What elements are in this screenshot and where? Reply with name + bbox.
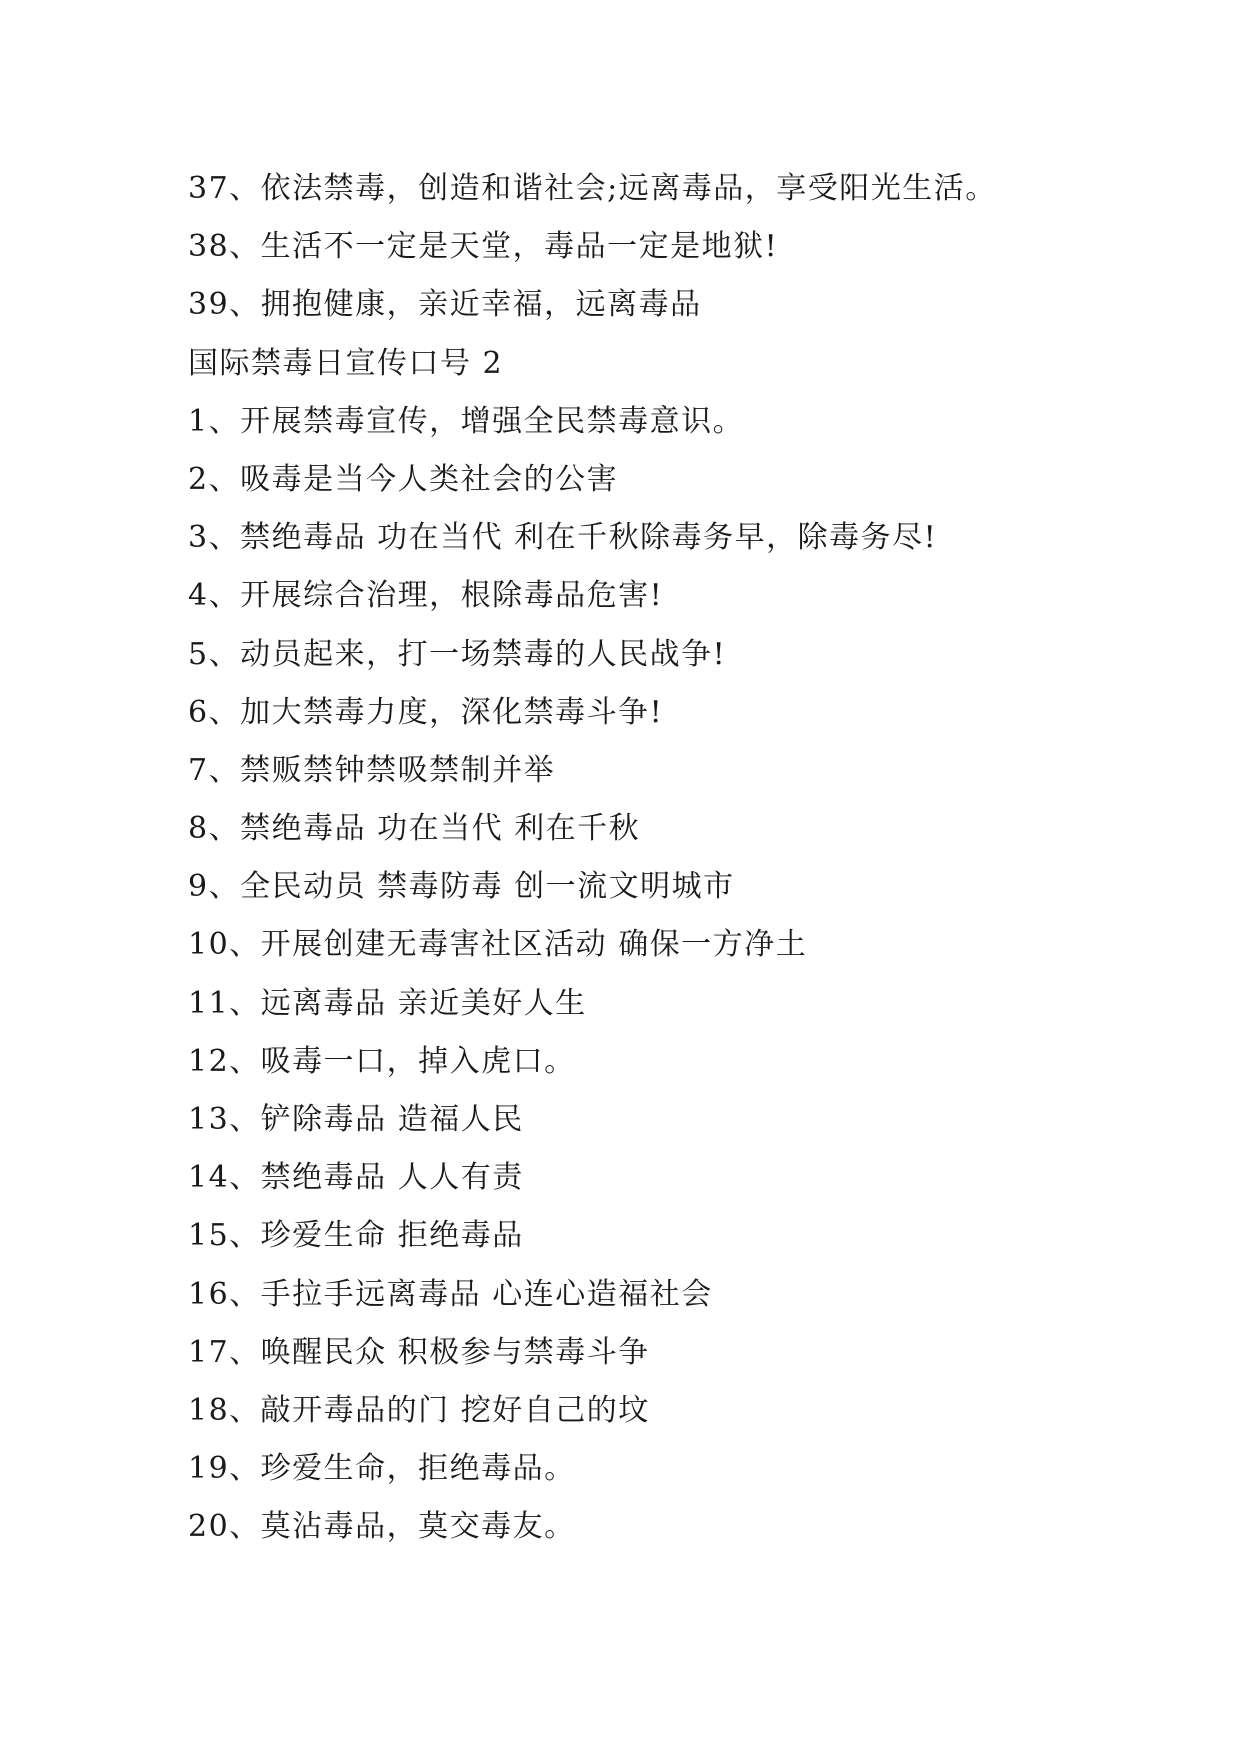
text-line: 2、吸毒是当今人类社会的公害 — [188, 461, 619, 497]
text-line: 20、莫沾毒品，莫交毒友。 — [188, 1509, 576, 1545]
text-line: 3、禁绝毒品 功在当代 利在千秋除毒务早，除毒务尽! — [188, 520, 938, 556]
text-line: 1、开展禁毒宣传，增强全民禁毒意识。 — [188, 403, 745, 439]
text-line: 8、禁绝毒品 功在当代 利在千秋 — [188, 811, 641, 847]
text-line: 7、禁贩禁钟禁吸禁制并举 — [188, 752, 556, 788]
text-line: 19、珍爱生命，拒绝毒品。 — [188, 1451, 576, 1487]
section-heading: 国际禁毒日宣传口号 2 — [188, 345, 504, 381]
text-line: 4、开展综合治理，根除毒品危害! — [188, 578, 664, 614]
text-line: 38、生活不一定是天堂，毒品一定是地狱! — [188, 229, 779, 265]
text-line: 14、禁绝毒品 人人有责 — [188, 1160, 524, 1196]
text-line: 18、敲开毒品的门 挖好自己的坟 — [188, 1392, 650, 1428]
text-line: 16、手拉手远离毒品 心连心造福社会 — [188, 1276, 713, 1312]
text-line: 12、吸毒一口，掉入虎口。 — [188, 1043, 576, 1079]
text-line: 39、拥抱健康，亲近幸福，远离毒品 — [188, 287, 702, 323]
text-line: 11、远离毒品 亲近美好人生 — [188, 985, 587, 1021]
text-line: 13、铲除毒品 造福人民 — [188, 1102, 524, 1137]
text-line: 15、珍爱生命 拒绝毒品 — [188, 1218, 524, 1254]
text-line: 37、依法禁毒，创造和谐社会;远离毒品，享受阳光生活。 — [188, 171, 997, 206]
text-line: 9、全民动员 禁毒防毒 创一流文明城市 — [188, 869, 735, 905]
document-body — [188, 160, 1088, 1557]
text-line: 6、加大禁毒力度，深化禁毒斗争! — [188, 694, 664, 730]
text-line: 10、开展创建无毒害社区活动 确保一方净土 — [188, 927, 808, 963]
text-line: 5、动员起来，打一场禁毒的人民战争! — [188, 636, 727, 672]
text-line: 17、唤醒民众 积极参与禁毒斗争 — [188, 1334, 650, 1370]
